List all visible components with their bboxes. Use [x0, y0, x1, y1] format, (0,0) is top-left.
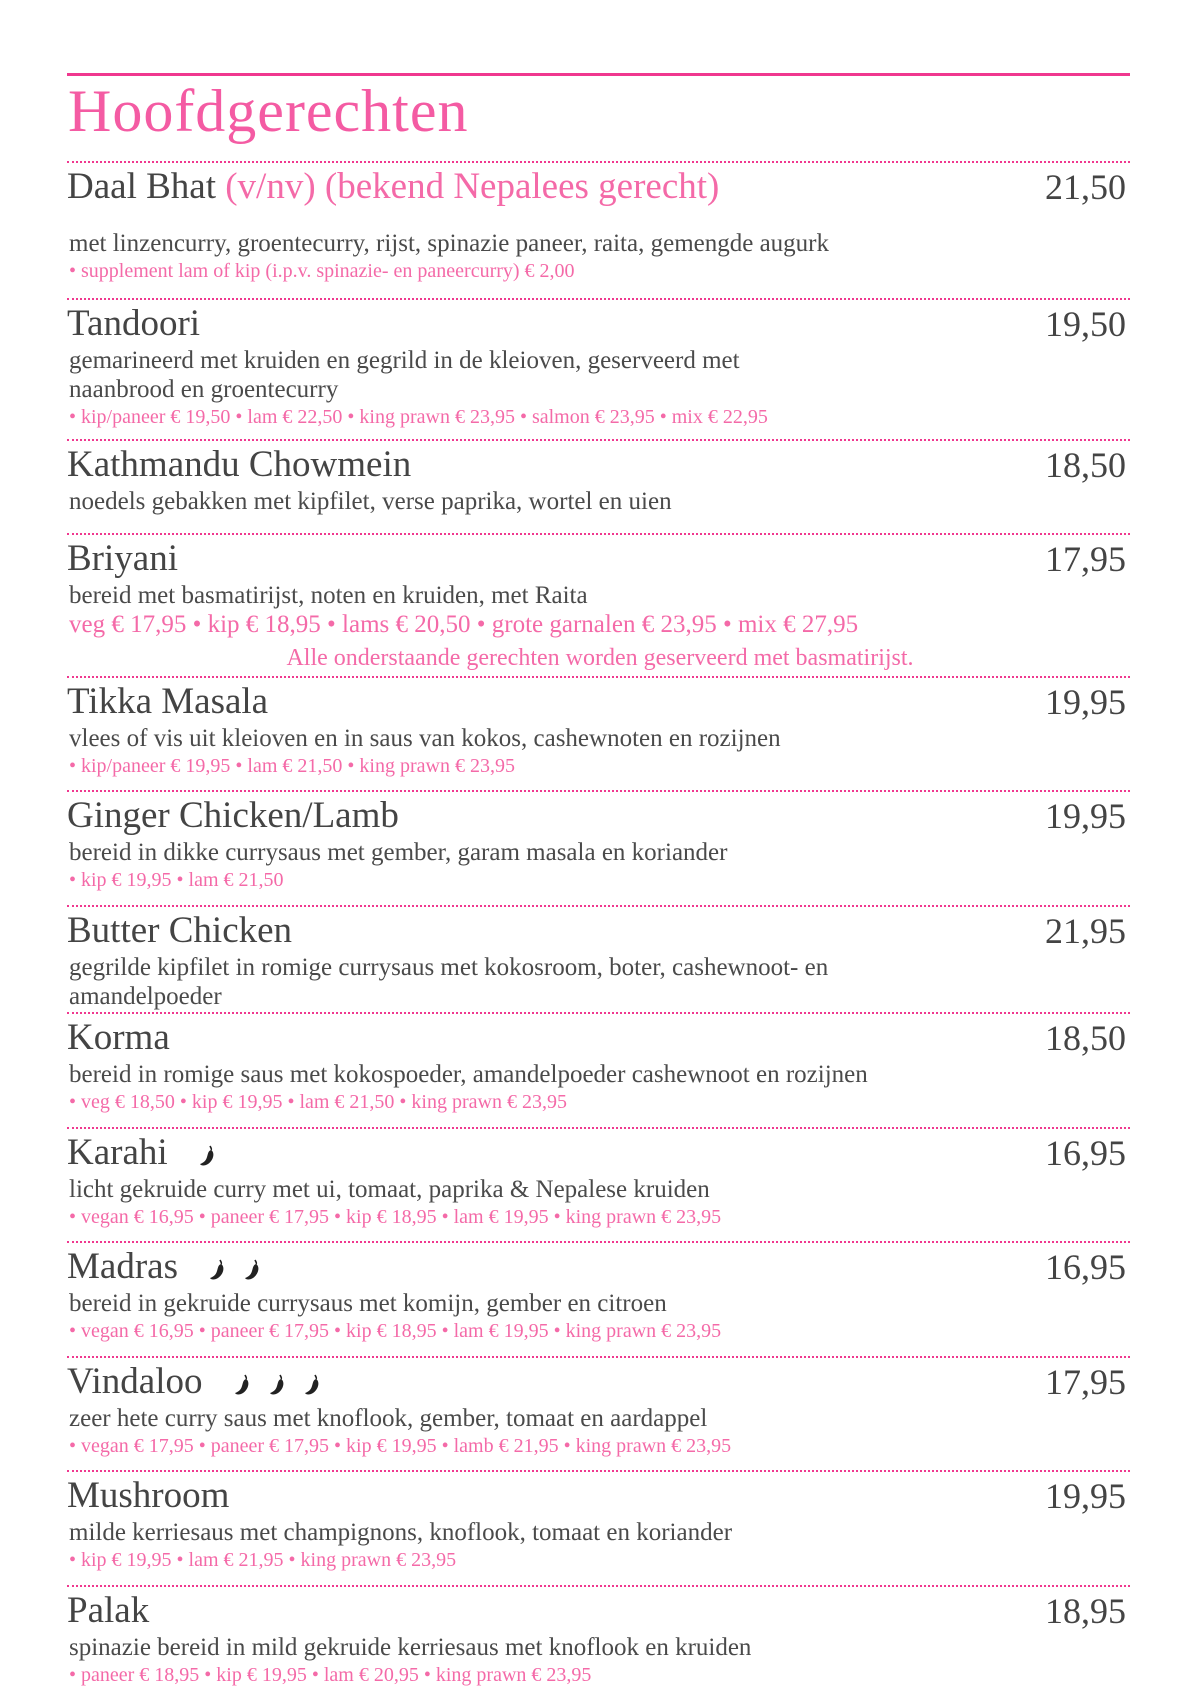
item-options: veg € 17,95 • kip € 18,95 • lams € 20,50 • grote garnalen € 23,95 • mix € 27,95 [69, 611, 859, 638]
spice-level [192, 1246, 263, 1287]
chili-pepper-icon [304, 1374, 322, 1396]
dotted-divider [67, 161, 1130, 163]
item-description: gemarineerd met kruiden en gegrild in de kleioven, geserveerd met [69, 347, 740, 374]
item-header [67, 537, 1130, 581]
item-name [67, 302, 200, 346]
menu-item [67, 905, 1130, 1011]
item-options: • kip/paneer € 19,50 • lam € 22,50 • king prawn € 23,95 • salmon € 23,95 • mix € 22,95 [69, 406, 768, 428]
item-description: bereid met basmatirijst, noten en kruiden, met Raita [69, 582, 588, 609]
item-description: licht gekruide curry met ui, tomaat, paprika & Nepalese kruiden [69, 1176, 710, 1203]
item-description: bereid in dikke currysaus met gember, garam masala en koriander [69, 839, 728, 866]
item-name-text: Daal Bhat [67, 166, 216, 207]
item-name [67, 1589, 149, 1633]
item-name [67, 443, 411, 487]
item-header [67, 1245, 1130, 1289]
item-name-text: Tikka Masala [67, 681, 269, 722]
item-description: met linzencurry, groentecurry, rijst, spinazie paneer, raita, gemengde augurk [69, 230, 830, 257]
item-description: milde kerriesaus met champignons, knoflook, tomaat en koriander [69, 1519, 733, 1546]
item-header [67, 165, 1130, 209]
dotted-divider [67, 533, 1130, 535]
item-name-text: Korma [67, 1017, 170, 1058]
item-options: • kip/paneer € 19,95 • lam € 21,50 • king prawn € 23,95 [69, 755, 515, 777]
item-name [67, 1131, 217, 1175]
item-options: • vegan € 17,95 • paneer € 17,95 • kip € 19,95 • lamb € 21,95 • king prawn € 23,95 [69, 1435, 732, 1457]
item-options: • veg € 18,50 • kip € 19,95 • lam € 21,50 • king prawn € 23,95 [69, 1091, 567, 1113]
item-options: • supplement lam of kip (i.p.v. spinazie- en paneercurry) € 2,00 [69, 260, 575, 282]
item-options: • vegan € 16,95 • paneer € 17,95 • kip € 18,95 • lam € 19,95 • king prawn € 23,95 [69, 1206, 722, 1228]
item-options: • kip € 19,95 • lam € 21,95 • king prawn € 23,95 [69, 1549, 457, 1571]
dotted-divider [67, 1012, 1130, 1014]
item-description: spinazie bereid in mild gekruide kerriesaus met knoflook en kruiden [69, 1634, 752, 1661]
spice-level [216, 1361, 322, 1402]
menu-item [67, 1127, 1130, 1230]
menu-item [67, 161, 1130, 284]
item-name [67, 680, 268, 724]
item-name-text: Kathmandu Chowmein [67, 444, 412, 485]
item-name [67, 1245, 262, 1289]
menu-item [67, 1470, 1130, 1573]
item-description: bereid in romige saus met kokospoeder, amandelpoeder cashewnoot en rozijnen [69, 1061, 868, 1088]
item-description: zeer hete curry saus met knoflook, gember, tomaat en aardappel [69, 1405, 708, 1432]
item-price: 19,50 [1045, 304, 1126, 344]
dotted-divider [67, 1241, 1130, 1243]
item-name-text: Briyani [67, 538, 178, 579]
chili-pepper-icon [209, 1259, 227, 1281]
chili-pepper-icon [199, 1145, 217, 1167]
dotted-divider [67, 905, 1130, 907]
item-header [67, 1589, 1130, 1633]
dotted-divider [67, 1585, 1130, 1587]
menu-item [67, 298, 1130, 430]
page-title: Hoofdgerechten [68, 78, 469, 144]
item-description: vlees of vis uit kleioven en in saus van kokos, cashewnoten en rozijnen [69, 725, 781, 752]
item-options: • paneer € 18,95 • kip € 19,95 • lam € 20,95 • king prawn € 23,95 [69, 1664, 592, 1686]
item-options: • kip € 19,95 • lam € 21,50 [69, 869, 284, 891]
item-name [67, 1016, 170, 1060]
dotted-divider [67, 790, 1130, 792]
chili-pepper-icon [269, 1374, 287, 1396]
item-name [67, 165, 719, 209]
item-header [67, 794, 1130, 838]
menu-item [67, 1356, 1130, 1459]
item-price: 18,50 [1045, 445, 1126, 485]
dotted-divider [67, 439, 1130, 441]
item-header [67, 1016, 1130, 1060]
item-price: 16,95 [1045, 1133, 1126, 1173]
item-name-text: Madras [67, 1246, 178, 1287]
item-name-text: Mushroom [67, 1475, 230, 1516]
item-price: 17,95 [1045, 539, 1126, 579]
item-price: 19,95 [1045, 796, 1126, 836]
item-description: noedels gebakken met kipfilet, verse paprika, wortel en uien [69, 488, 672, 515]
item-price: 16,95 [1045, 1247, 1126, 1287]
item-header [67, 1474, 1130, 1518]
chili-pepper-icon [234, 1374, 252, 1396]
dotted-divider [67, 676, 1130, 678]
item-name [67, 1474, 229, 1518]
menu-item [67, 1012, 1130, 1115]
item-price: 19,95 [1045, 682, 1126, 722]
item-name [67, 909, 292, 953]
dotted-divider [67, 298, 1130, 300]
item-name-text: Karahi [67, 1132, 168, 1173]
menu-item [67, 439, 1130, 516]
item-options: • vegan € 16,95 • paneer € 17,95 • kip € 18,95 • lam € 19,95 • king prawn € 23,95 [69, 1320, 722, 1342]
item-name [67, 537, 178, 581]
item-price: 21,95 [1045, 911, 1126, 951]
item-name-text: Ginger Chicken/Lamb [67, 795, 399, 836]
item-name-text: Vindaloo [67, 1361, 203, 1402]
item-header [67, 443, 1130, 487]
item-description: gegrilde kipfilet in romige currysaus met kokosroom, boter, cashewnoot- en [69, 954, 829, 981]
item-note: (v/nv) (bekend Nepalees gerecht) [225, 166, 720, 207]
rice-note: Alle onderstaande gerechten worden geserveerd met basmatirijst. [286, 645, 914, 671]
dotted-divider [67, 1356, 1130, 1358]
dotted-divider [67, 1470, 1130, 1472]
spice-level [182, 1132, 217, 1173]
item-price: 17,95 [1045, 1362, 1126, 1402]
item-name [67, 794, 399, 838]
item-price: 18,50 [1045, 1018, 1126, 1058]
item-name-text: Butter Chicken [67, 910, 293, 951]
item-header [67, 302, 1130, 346]
menu-item [67, 533, 1130, 640]
item-price: 21,50 [1045, 167, 1126, 207]
item-header [67, 1360, 1130, 1404]
item-header [67, 909, 1130, 953]
menu-item [67, 1585, 1130, 1688]
menu-item [67, 790, 1130, 893]
item-header [67, 1131, 1130, 1175]
item-description: naanbrood en groentecurry [69, 376, 339, 403]
menu-item [67, 1241, 1130, 1344]
item-name [67, 1360, 322, 1404]
item-price: 18,95 [1045, 1591, 1126, 1631]
dotted-divider [67, 1127, 1130, 1129]
chili-pepper-icon [244, 1259, 262, 1281]
item-name-text: Tandoori [67, 303, 201, 344]
item-description: bereid in gekruide currysaus met komijn, gember en citroen [69, 1290, 667, 1317]
menu-item [67, 676, 1130, 779]
item-description: amandelpoeder [69, 983, 222, 1010]
item-header [67, 680, 1130, 724]
item-price: 19,95 [1045, 1476, 1126, 1516]
item-name-text: Palak [67, 1590, 150, 1631]
